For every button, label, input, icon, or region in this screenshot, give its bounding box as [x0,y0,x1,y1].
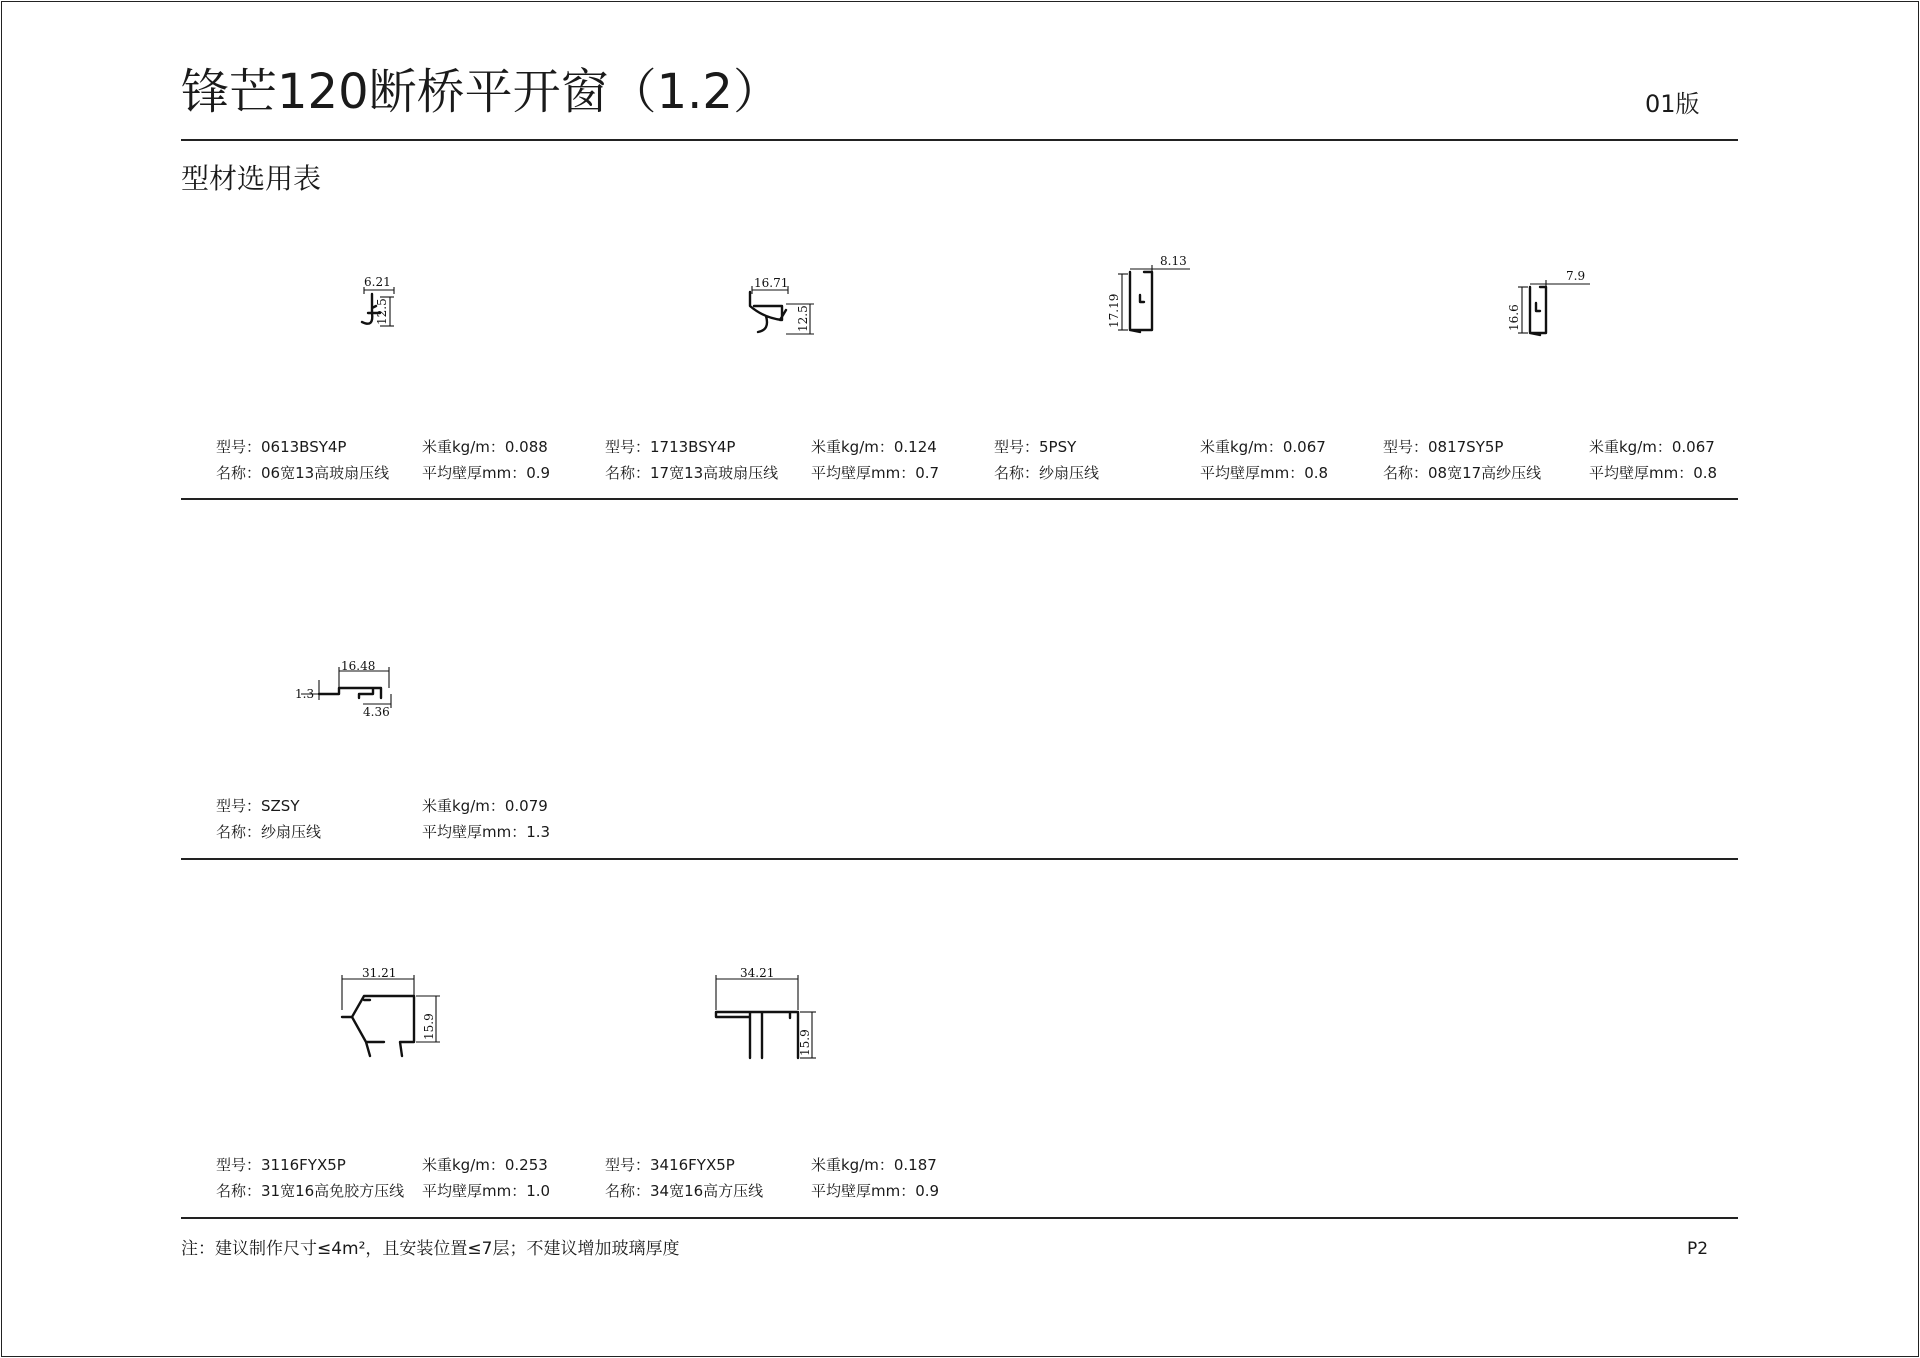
profile-name: 名称：31宽16高免胶方压线 [216,1182,405,1200]
dim-width: 8.13 [1160,254,1187,268]
profile-thickness: 平均壁厚mm：0.9 [422,464,551,482]
dim-width: 34.21 [740,966,775,980]
edition-label: 01版 [1645,90,1700,118]
profile-code: 型号：1713BSY4P [605,438,736,456]
profile-weight: 米重kg/m：0.067 [1589,438,1715,456]
profile-drawing-szsy [295,659,405,719]
profile-drawing-3416fyx5p [710,960,830,1070]
page-title: 锋芒120断桥平开窗（1.2） [181,64,781,120]
profile-name: 名称：纱扇压线 [216,823,322,841]
row-divider-1 [181,498,1738,500]
profile-weight: 米重kg/m：0.124 [811,438,937,456]
profile-weight: 米重kg/m：0.088 [422,438,548,456]
profile-code: 型号：0613BSY4P [216,438,347,456]
profile-name: 名称：17宽13高玻扇压线 [605,464,779,482]
profile-weight: 米重kg/m：0.187 [811,1156,937,1174]
dim-height: 15.9 [798,1029,812,1056]
dim-width: 7.9 [1566,269,1586,283]
profile-thickness: 平均壁厚mm：0.7 [811,464,940,482]
profile-drawing-1713bsy4p [740,270,840,350]
dim-height: 12.5 [375,298,389,325]
profile-name: 名称：34宽16高方压线 [605,1182,764,1200]
dim-width: 31.21 [362,966,397,980]
profile-code: 型号：3116FYX5P [216,1156,346,1174]
profile-code: 型号：3416FYX5P [605,1156,735,1174]
profile-thickness: 平均壁厚mm：1.0 [422,1182,551,1200]
profile-name: 名称：08宽17高纱压线 [1383,464,1542,482]
header-divider [181,139,1738,141]
profile-code: 型号：5PSY [994,438,1077,456]
profile-thickness: 平均壁厚mm：0.8 [1200,464,1329,482]
profile-drawing-3116fyx5p [330,960,450,1070]
row-divider-2 [181,858,1738,860]
profile-weight: 米重kg/m：0.253 [422,1156,548,1174]
profile-code: 型号：0817SY5P [1383,438,1504,456]
row-divider-3 [181,1217,1738,1219]
dim-height: 17.19 [1107,293,1121,328]
dim-width: 6.21 [364,275,391,289]
profile-thickness: 平均壁厚mm：0.8 [1589,464,1718,482]
profile-weight: 米重kg/m：0.079 [422,797,548,815]
profile-drawing-0613bsy4p [350,270,430,350]
profile-thickness: 平均壁厚mm：0.9 [811,1182,940,1200]
dim-height: 15.9 [422,1013,436,1040]
footer-note: 注：建议制作尺寸≤4m²，且安装位置≤7层；不建议增加玻璃厚度 [181,1239,680,1259]
profile-thickness: 平均壁厚mm：1.3 [422,823,551,841]
profile-name: 名称：纱扇压线 [994,464,1100,482]
section-subtitle: 型材选用表 [181,162,322,195]
profile-weight: 米重kg/m：0.067 [1200,438,1326,456]
dim-height: 12.5 [796,305,810,332]
page-number: P2 [1687,1239,1709,1259]
dim-width: 16.48 [341,659,376,673]
profile-name: 名称：06宽13高玻扇压线 [216,464,390,482]
profile-drawing-0817sy5p [1500,265,1610,345]
dim-lip: 4.36 [363,705,390,719]
profile-drawing-5psy [1100,250,1210,340]
profile-code: 型号：SZSY [216,797,300,815]
dim-height: 16.6 [1507,304,1521,331]
dim-offset: 1.3 [295,687,315,701]
dim-width: 16.71 [754,276,789,290]
